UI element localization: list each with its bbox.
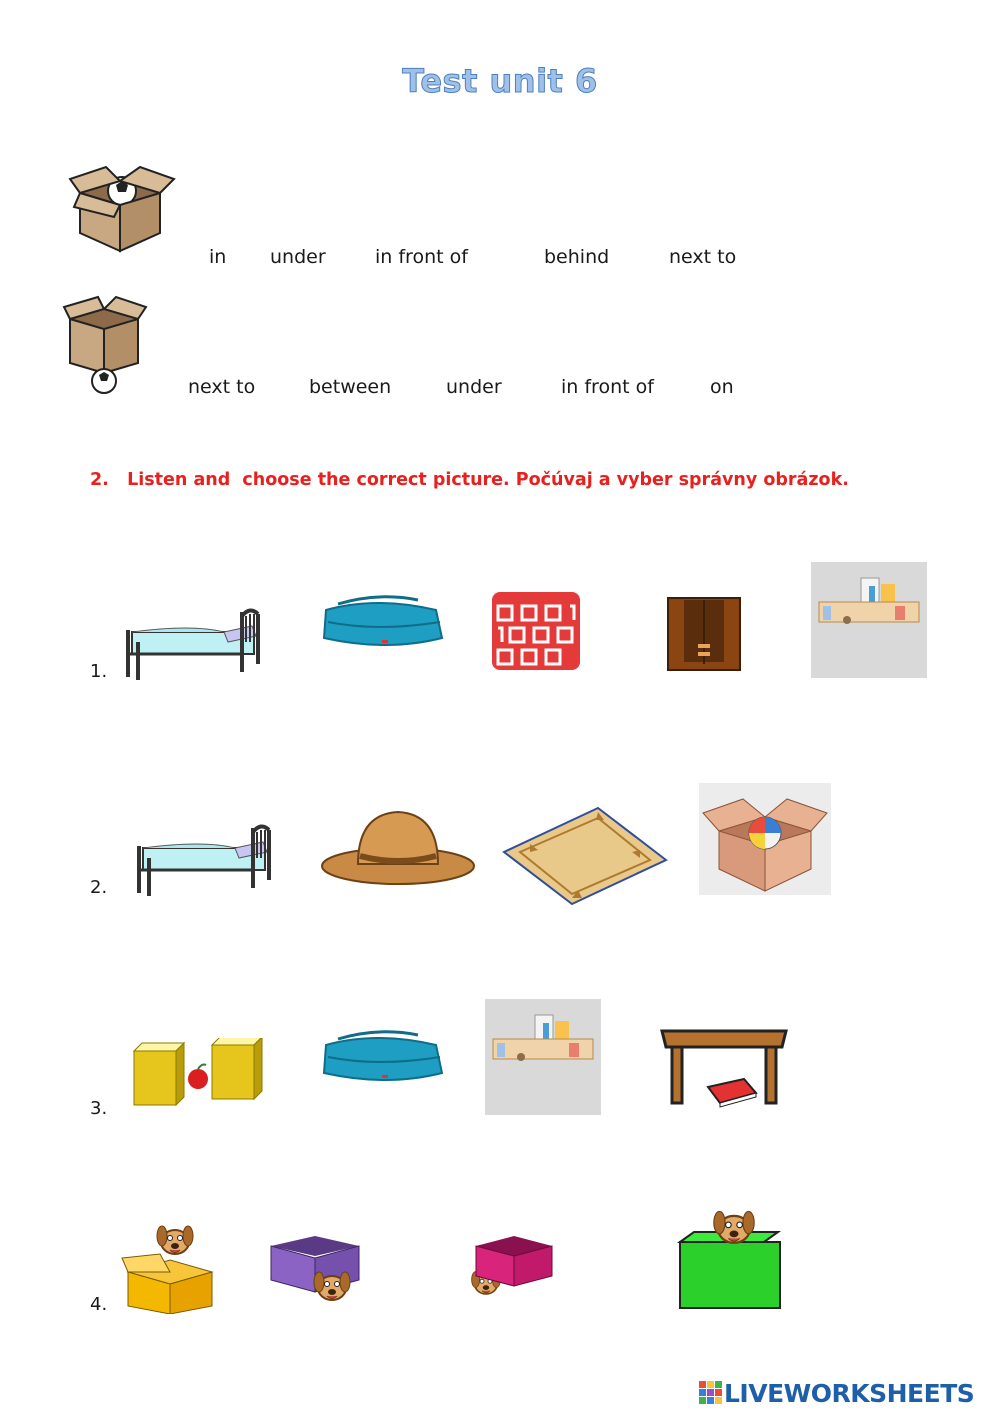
shelf-picture[interactable] [485, 999, 601, 1115]
apple-between-boxes-picture[interactable] [128, 1038, 268, 1110]
option-next-to[interactable]: next to [669, 246, 737, 268]
row-number: 1. [90, 661, 108, 682]
hat-picture[interactable] [318, 800, 478, 900]
option-on[interactable]: on [710, 376, 734, 398]
dog-behind-box-picture[interactable] [466, 1232, 560, 1304]
page-title: Test unit 6 [402, 62, 598, 100]
option-in-front-of[interactable]: in front of [561, 376, 654, 398]
option-under[interactable]: under [270, 246, 326, 268]
wardrobe-picture[interactable] [664, 594, 744, 674]
row-number: 4. [90, 1294, 108, 1315]
box-with-ball-picture[interactable] [699, 783, 831, 895]
option-behind[interactable]: behind [544, 246, 610, 268]
question2-instruction: 2. Listen and choose the correct picture. Počúvaj a vyber správny obrázok. [90, 470, 849, 490]
blanket-picture[interactable] [318, 590, 448, 660]
bed-picture[interactable] [135, 818, 275, 898]
option-in-front-of[interactable]: in front of [375, 246, 468, 268]
option-next-to[interactable]: next to [188, 376, 256, 398]
option-in[interactable]: in [209, 246, 227, 268]
dog-in-box-picture[interactable] [120, 1214, 220, 1314]
bed-picture[interactable] [124, 602, 264, 682]
blanket-picture[interactable] [318, 1025, 448, 1095]
dog-in-front-of-box-picture[interactable] [265, 1232, 365, 1312]
book-under-table-picture[interactable] [658, 1018, 790, 1114]
dog-on-box-picture[interactable] [676, 1198, 784, 1312]
logo-text: LIVEWORKSHEETS [724, 1378, 975, 1408]
cushion-picture[interactable] [486, 586, 586, 676]
liveworksheets-logo [698, 1378, 974, 1408]
row-number: 2. [90, 877, 108, 898]
option-under[interactable]: under [446, 376, 502, 398]
box-ball-in-image [66, 163, 178, 258]
box-icon [66, 163, 178, 253]
row-number: 3. [90, 1098, 108, 1119]
shelf-picture[interactable] [811, 562, 927, 678]
box-icon [62, 295, 148, 395]
logo-icon [698, 1380, 724, 1406]
rug-picture[interactable] [500, 800, 670, 910]
option-between[interactable]: between [309, 376, 392, 398]
box-ball-under-image [62, 295, 148, 400]
